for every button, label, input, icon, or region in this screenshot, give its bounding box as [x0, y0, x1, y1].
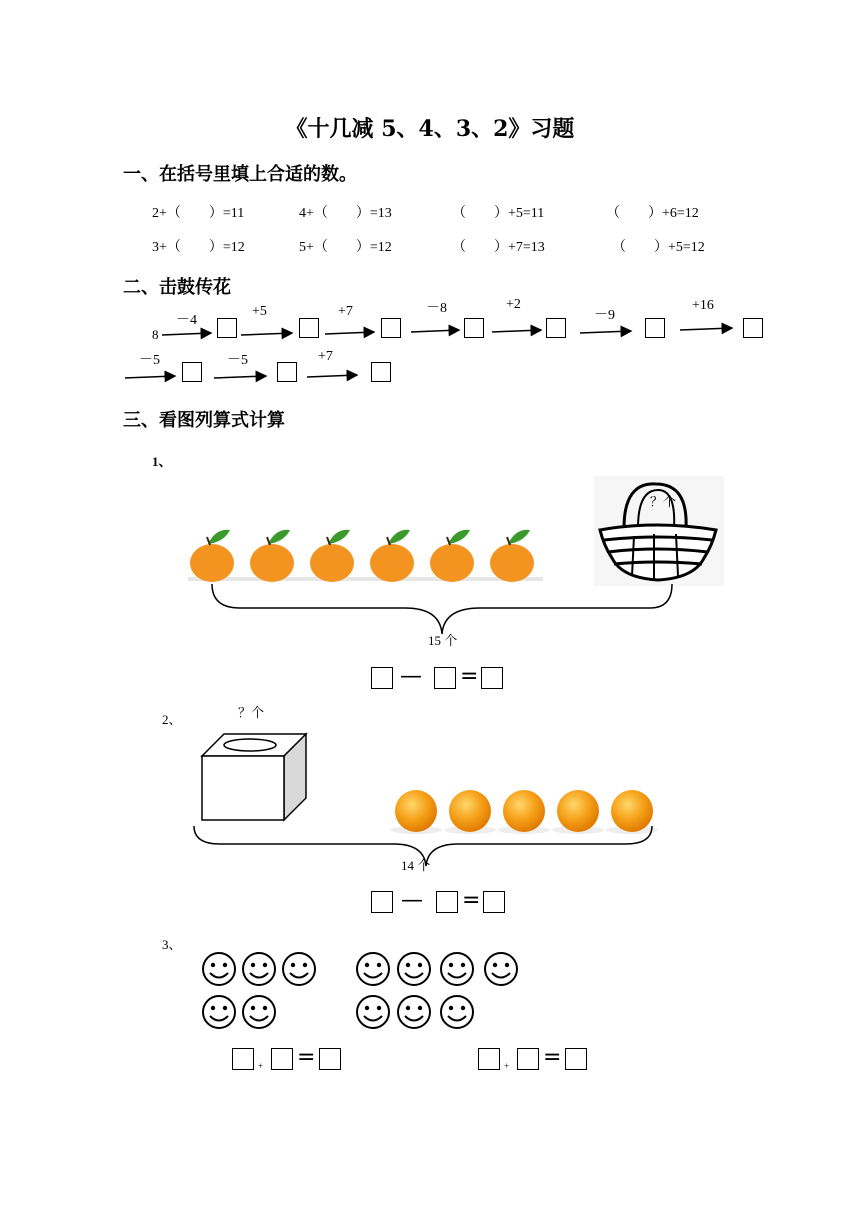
equation: 2+（ ）=11	[152, 206, 245, 221]
equation: 5+（ ）=12	[299, 240, 392, 255]
answer-box[interactable]	[743, 318, 763, 338]
chain-op: －9	[594, 308, 615, 323]
smiley-icon	[441, 953, 473, 985]
equals-sign: =	[297, 1045, 316, 1070]
box-label: ？个	[238, 705, 265, 720]
answer-box[interactable]	[434, 667, 456, 689]
smiley-icon	[357, 996, 389, 1028]
section-1-heading: 一、在括号里填上合适的数。	[123, 164, 357, 185]
total-label: 14 个	[401, 858, 431, 873]
answer-box[interactable]	[319, 1048, 341, 1070]
equation: 3+（ ）=12	[152, 240, 245, 255]
answer-box[interactable]	[483, 891, 505, 913]
answer-box[interactable]	[277, 362, 297, 382]
chain-op: +7	[318, 349, 333, 364]
orange-icon	[250, 530, 294, 582]
answer-box[interactable]	[217, 318, 237, 338]
minus-sign: —	[401, 888, 423, 913]
chain-op: +5	[252, 304, 267, 319]
answer-box[interactable]	[464, 318, 484, 338]
answer-box[interactable]	[481, 667, 503, 689]
oranges-group	[180, 520, 550, 590]
chain-op: －4	[176, 313, 197, 328]
answer-box[interactable]	[182, 362, 202, 382]
minus-sign: —	[400, 664, 422, 689]
answer-box[interactable]	[371, 891, 393, 913]
equation: （ ）+5=11	[452, 206, 545, 221]
answer-box[interactable]	[271, 1048, 293, 1070]
answer-box[interactable]	[565, 1048, 587, 1070]
answer-box[interactable]	[381, 318, 401, 338]
orange-icon	[490, 530, 534, 582]
answer-box[interactable]	[371, 667, 393, 689]
answer-box[interactable]	[436, 891, 458, 913]
problem-2-label: 2、	[162, 712, 182, 727]
smiley-icon	[485, 953, 517, 985]
chain-start: 8	[152, 327, 159, 342]
smiley-faces	[195, 948, 525, 1034]
chain-op: +16	[692, 298, 714, 313]
smiley-icon	[398, 996, 430, 1028]
plus-sign: +	[504, 1061, 510, 1071]
box-icon	[196, 730, 312, 826]
equals-sign: =	[543, 1045, 562, 1070]
answer-box[interactable]	[299, 318, 319, 338]
page-title: 《十几减 5、4、3、2》习题	[285, 116, 575, 142]
equation: 4+（ ）=13	[299, 206, 392, 221]
equals-sign: =	[460, 664, 479, 689]
smiley-icon	[243, 996, 275, 1028]
answer-box[interactable]	[517, 1048, 539, 1070]
equals-sign: =	[462, 888, 481, 913]
orange-icon	[190, 530, 234, 582]
equation: （ ）+6=12	[606, 206, 699, 221]
orange-icon	[370, 530, 414, 582]
orange-icon	[430, 530, 474, 582]
chain-op: +7	[338, 304, 353, 319]
smiley-icon	[243, 953, 275, 985]
answer-box[interactable]	[546, 318, 566, 338]
equation: （ ）+5=12	[612, 240, 705, 255]
smiley-icon	[283, 953, 315, 985]
answer-box[interactable]	[371, 362, 391, 382]
plus-sign: +	[258, 1061, 264, 1071]
chain-op: －5	[139, 353, 160, 368]
smiley-icon	[441, 996, 473, 1028]
problem-3-label: 3、	[162, 937, 182, 952]
answer-box[interactable]	[645, 318, 665, 338]
basket-label: ？个	[650, 494, 677, 509]
smiley-icon	[203, 996, 235, 1028]
smiley-icon	[357, 953, 389, 985]
total-label: 15 个	[428, 633, 458, 648]
answer-box[interactable]	[478, 1048, 500, 1070]
section-2-heading: 二、击鼓传花	[123, 277, 231, 298]
smiley-icon	[203, 953, 235, 985]
chain-op: +2	[506, 297, 521, 312]
smiley-icon	[398, 953, 430, 985]
chain-op: －8	[426, 301, 447, 316]
section-3-heading: 三、看图列算式计算	[123, 410, 285, 431]
chain-op: －5	[227, 353, 248, 368]
equation: （ ）+7=13	[452, 240, 545, 255]
answer-box[interactable]	[232, 1048, 254, 1070]
orange-icon	[310, 530, 354, 582]
problem-1-label: 1、	[152, 454, 172, 469]
